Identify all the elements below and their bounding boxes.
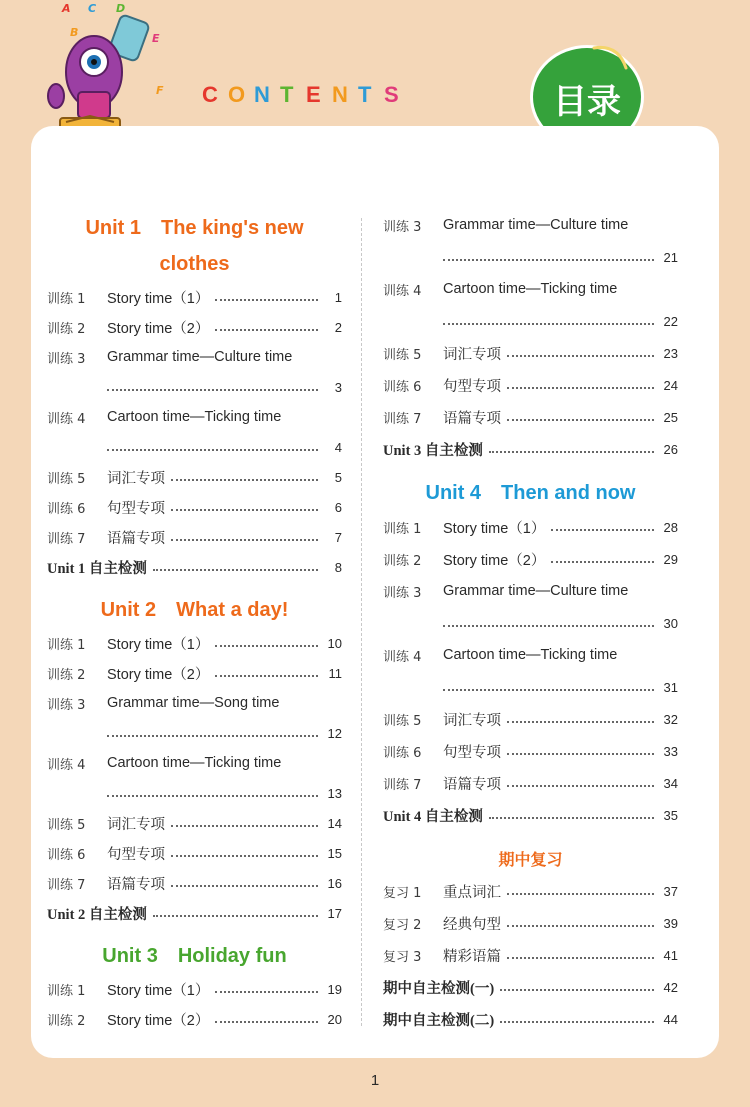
toc-page: 5 bbox=[334, 469, 342, 485]
title-letter-n2: N bbox=[332, 82, 348, 107]
leader-dots bbox=[107, 449, 318, 451]
toc-name: Cartoon time—Ticking time bbox=[107, 755, 282, 771]
toc-entry-unit1-3-page[interactable] bbox=[47, 376, 342, 398]
toc-tag: 训练 1 bbox=[47, 291, 86, 307]
toc-tag: 训练 5 bbox=[47, 817, 86, 833]
toc-entry-unit4-3[interactable] bbox=[383, 580, 678, 602]
toc-entry-unit2-test[interactable] bbox=[47, 902, 342, 924]
title-letter-c: C bbox=[202, 82, 218, 107]
leader-dots bbox=[107, 389, 318, 391]
toc-entry-unit2-5[interactable] bbox=[47, 812, 342, 834]
catalog-badge-label: 目录 bbox=[553, 82, 621, 122]
toc-entry-unit3-1[interactable] bbox=[47, 978, 342, 1000]
toc-page: 26 bbox=[663, 441, 678, 457]
leader-dots bbox=[507, 721, 654, 723]
toc-entry-unit3-7[interactable] bbox=[383, 406, 678, 428]
toc-page: 39 bbox=[663, 915, 678, 931]
toc-page: 44 bbox=[663, 1011, 678, 1027]
toc-tag: 训练 5 bbox=[383, 713, 422, 729]
toc-entry-unit1-test[interactable] bbox=[47, 556, 342, 578]
toc-page: 6 bbox=[334, 499, 342, 515]
toc-page: 15 bbox=[327, 845, 342, 861]
toc-tag: 训练 5 bbox=[47, 471, 86, 487]
toc-entry-unit4-6[interactable] bbox=[383, 740, 678, 762]
toc-entry-unit3-4-page[interactable] bbox=[383, 310, 678, 332]
toc-tag: 训练 3 bbox=[47, 351, 86, 367]
leader-dots bbox=[489, 451, 654, 453]
toc-page: 34 bbox=[663, 775, 678, 791]
toc-page: 10 bbox=[327, 635, 342, 651]
toc-tag: 训练 2 bbox=[47, 321, 86, 337]
leader-dots bbox=[215, 675, 318, 677]
title-letter-o: O bbox=[228, 82, 246, 107]
letter-c: C bbox=[88, 2, 97, 15]
toc-name: Story time（2） bbox=[107, 1012, 210, 1029]
toc-name: 重点词汇 bbox=[443, 884, 501, 901]
toc-name: 期中自主检测(二) bbox=[383, 1012, 495, 1029]
title-letter-t2: T bbox=[358, 82, 372, 107]
title-letter-s: S bbox=[384, 82, 399, 107]
leader-dots bbox=[507, 419, 654, 421]
toc-name: 句型专项 bbox=[443, 744, 501, 761]
toc-page: 42 bbox=[663, 979, 678, 995]
toc-page: 12 bbox=[327, 725, 342, 741]
toc-entry-unit3-3-page[interactable] bbox=[383, 246, 678, 268]
toc-tag: 训练 4 bbox=[383, 283, 422, 299]
toc-name: Cartoon time—Ticking time bbox=[443, 647, 618, 663]
midterm-review-title: 期中复习 bbox=[498, 850, 563, 869]
page-number: 1 bbox=[370, 1072, 380, 1089]
toc-page: 8 bbox=[334, 559, 342, 575]
letter-b: B bbox=[70, 26, 79, 39]
toc-entry-review-1[interactable] bbox=[383, 880, 678, 902]
toc-tag: 训练 6 bbox=[383, 379, 422, 395]
toc-tag: 训练 3 bbox=[383, 219, 422, 235]
toc-name: Story time（1） bbox=[443, 520, 546, 537]
toc-entry-unit4-5[interactable] bbox=[383, 708, 678, 730]
badge-arc-decoration bbox=[590, 42, 630, 72]
toc-page: 35 bbox=[663, 807, 678, 823]
title-letter-e: E bbox=[306, 82, 321, 107]
toc-tag: 训练 1 bbox=[47, 637, 86, 653]
toc-name: 经典句型 bbox=[443, 916, 501, 933]
toc-entry-unit4-4[interactable] bbox=[383, 644, 678, 666]
toc-name: Unit 3 自主检测 bbox=[383, 442, 483, 459]
toc-tag: 复习 1 bbox=[383, 885, 422, 901]
leader-dots bbox=[500, 989, 654, 991]
leader-dots bbox=[443, 323, 654, 325]
leader-dots bbox=[443, 259, 654, 261]
leader-dots bbox=[171, 479, 318, 481]
toc-entry-unit1-4[interactable] bbox=[47, 406, 342, 428]
toc-tag: 训练 7 bbox=[47, 877, 86, 893]
toc-name: Unit 2 自主检测 bbox=[47, 906, 147, 923]
leader-dots bbox=[507, 893, 654, 895]
leader-dots bbox=[215, 1021, 318, 1023]
toc-entry-unit3-5[interactable] bbox=[383, 342, 678, 364]
leader-dots bbox=[215, 299, 318, 301]
toc-name: 句型专项 bbox=[107, 500, 165, 517]
letter-e: E bbox=[152, 32, 160, 45]
toc-entry-unit2-1[interactable] bbox=[47, 632, 342, 654]
toc-entry-unit1-7[interactable] bbox=[47, 526, 342, 548]
contents-title bbox=[202, 82, 410, 108]
letter-a: A bbox=[62, 2, 71, 15]
leader-dots bbox=[153, 915, 318, 917]
toc-name: Cartoon time—Ticking time bbox=[443, 281, 618, 297]
toc-entry-unit4-4-page[interactable] bbox=[383, 676, 678, 698]
toc-entry-unit4-1[interactable] bbox=[383, 516, 678, 538]
toc-page: 1 bbox=[334, 289, 342, 305]
toc-page: 20 bbox=[327, 1011, 342, 1027]
toc-entry-unit4-7[interactable] bbox=[383, 772, 678, 794]
toc-page: 29 bbox=[663, 551, 678, 567]
toc-page: 33 bbox=[663, 743, 678, 759]
toc-page: 30 bbox=[663, 615, 678, 631]
toc-tag: 训练 1 bbox=[47, 983, 86, 999]
toc-entry-unit1-4-page[interactable] bbox=[47, 436, 342, 458]
toc-page: 3 bbox=[334, 379, 342, 395]
toc-tag: 训练 6 bbox=[47, 847, 86, 863]
toc-tag: 训练 3 bbox=[383, 585, 422, 601]
leader-dots bbox=[507, 925, 654, 927]
leader-dots bbox=[489, 817, 654, 819]
column-divider bbox=[361, 218, 362, 1026]
toc-page: 16 bbox=[327, 875, 342, 891]
unit3-title: Unit 3 Holiday fun bbox=[102, 945, 287, 967]
leader-dots bbox=[507, 387, 654, 389]
toc-tag: 复习 3 bbox=[383, 949, 422, 965]
unit1-title-line1: Unit 1 The king's new bbox=[85, 217, 304, 239]
leader-dots bbox=[443, 689, 654, 691]
leader-dots bbox=[507, 355, 654, 357]
toc-entry-unit3-2[interactable] bbox=[47, 1008, 342, 1030]
leader-dots bbox=[153, 569, 318, 571]
toc-entry-unit2-4-page[interactable] bbox=[47, 782, 342, 804]
toc-page: 2 bbox=[334, 319, 342, 335]
toc-page: 41 bbox=[663, 947, 678, 963]
toc-page: 13 bbox=[327, 785, 342, 801]
toc-tag: 训练 4 bbox=[47, 757, 86, 773]
toc-entry-unit1-6[interactable] bbox=[47, 496, 342, 518]
toc-name: 词汇专项 bbox=[107, 816, 165, 833]
toc-tag: 训练 4 bbox=[383, 649, 422, 665]
unit1-title-line2: clothes bbox=[159, 253, 230, 275]
leader-dots bbox=[507, 957, 654, 959]
toc-entry-midterm-test-1[interactable] bbox=[383, 976, 678, 998]
toc-entry-review-3[interactable] bbox=[383, 944, 678, 966]
toc-tag: 训练 5 bbox=[383, 347, 422, 363]
toc-page: 25 bbox=[663, 409, 678, 425]
toc-page: 32 bbox=[663, 711, 678, 727]
toc-entry-unit1-2[interactable] bbox=[47, 316, 342, 338]
toc-entry-unit4-test[interactable] bbox=[383, 804, 678, 826]
toc-name: Story time（1） bbox=[107, 290, 210, 307]
toc-entry-unit4-3-page[interactable] bbox=[383, 612, 678, 634]
toc-page: 17 bbox=[327, 905, 342, 921]
leader-dots bbox=[171, 825, 318, 827]
leader-dots bbox=[215, 645, 318, 647]
toc-page: 31 bbox=[663, 679, 678, 695]
letter-d: D bbox=[116, 2, 126, 15]
toc-tag: 训练 2 bbox=[47, 667, 86, 683]
leader-dots bbox=[551, 561, 654, 563]
toc-tag: 训练 1 bbox=[383, 521, 422, 537]
toc-page: 4 bbox=[334, 439, 342, 455]
toc-page: 28 bbox=[663, 519, 678, 535]
toc-name: 词汇专项 bbox=[443, 712, 501, 729]
unit2-title: Unit 2 What a day! bbox=[100, 599, 289, 621]
toc-page: 14 bbox=[327, 815, 342, 831]
toc-name: Story time（1） bbox=[107, 636, 210, 653]
leader-dots bbox=[507, 785, 654, 787]
toc-entry-unit2-3[interactable] bbox=[47, 692, 342, 714]
toc-name: Unit 4 自主检测 bbox=[383, 808, 483, 825]
leader-dots bbox=[171, 885, 318, 887]
leader-dots bbox=[551, 529, 654, 531]
toc-name: Story time（2） bbox=[443, 552, 546, 569]
leader-dots bbox=[171, 509, 318, 511]
toc-name: Grammar time—Culture time bbox=[107, 349, 293, 365]
toc-entry-unit2-7[interactable] bbox=[47, 872, 342, 894]
toc-page: 7 bbox=[334, 529, 342, 545]
toc-entry-unit2-2[interactable] bbox=[47, 662, 342, 684]
leader-dots bbox=[443, 625, 654, 627]
toc-entry-review-2[interactable] bbox=[383, 912, 678, 934]
toc-tag: 训练 7 bbox=[383, 411, 422, 427]
title-letter-t: T bbox=[280, 82, 294, 107]
unit4-title: Unit 4 Then and now bbox=[425, 482, 636, 504]
toc-name: Story time（2） bbox=[107, 666, 210, 683]
leader-dots bbox=[171, 855, 318, 857]
toc-page: 22 bbox=[663, 313, 678, 329]
toc-tag: 训练 3 bbox=[47, 697, 86, 713]
toc-tag: 复习 2 bbox=[383, 917, 422, 933]
toc-entry-unit2-3-page[interactable] bbox=[47, 722, 342, 744]
toc-page: 37 bbox=[663, 883, 678, 899]
toc-entry-midterm-test-2[interactable] bbox=[383, 1008, 678, 1030]
toc-name: 精彩语篇 bbox=[443, 948, 501, 965]
leader-dots bbox=[171, 539, 318, 541]
toc-name: 词汇专项 bbox=[443, 346, 501, 363]
toc-name: 句型专项 bbox=[443, 378, 501, 395]
toc-name: 句型专项 bbox=[107, 846, 165, 863]
toc-entry-unit2-6[interactable] bbox=[47, 842, 342, 864]
toc-tag: 训练 6 bbox=[383, 745, 422, 761]
toc-name: Grammar time—Culture time bbox=[443, 217, 629, 233]
toc-name: Grammar time—Culture time bbox=[443, 583, 629, 599]
toc-entry-unit3-4[interactable] bbox=[383, 278, 678, 300]
toc-page: 23 bbox=[663, 345, 678, 361]
toc-tag: 训练 7 bbox=[383, 777, 422, 793]
leader-dots bbox=[507, 753, 654, 755]
toc-tag: 训练 2 bbox=[47, 1013, 86, 1029]
toc-tag: 训练 6 bbox=[47, 501, 86, 517]
toc-name: 词汇专项 bbox=[107, 470, 165, 487]
toc-name: 语篇专项 bbox=[443, 776, 501, 793]
toc-name: 语篇专项 bbox=[107, 530, 165, 547]
toc-tag: 训练 7 bbox=[47, 531, 86, 547]
toc-name: Story time（1） bbox=[107, 982, 210, 999]
toc-name: Unit 1 自主检测 bbox=[47, 560, 147, 577]
toc-tag: 训练 2 bbox=[383, 553, 422, 569]
toc-tag: 训练 4 bbox=[47, 411, 86, 427]
leader-dots bbox=[107, 795, 318, 797]
toc-name: 期中自主检测(一) bbox=[383, 980, 495, 997]
toc-page: 11 bbox=[328, 665, 342, 681]
toc-name: Grammar time—Song time bbox=[107, 695, 280, 711]
toc-name: Cartoon time—Ticking time bbox=[107, 409, 282, 425]
toc-name: Story time（2） bbox=[107, 320, 210, 337]
toc-entry-unit1-1[interactable] bbox=[47, 286, 342, 308]
toc-entry-unit3-6[interactable] bbox=[383, 374, 678, 396]
toc-entry-unit1-3[interactable] bbox=[47, 346, 342, 368]
toc-name: 语篇专项 bbox=[443, 410, 501, 427]
toc-page: 21 bbox=[663, 249, 678, 265]
toc-page: 19 bbox=[327, 981, 342, 997]
toc-entry-unit3-3[interactable] bbox=[383, 214, 678, 236]
toc-entry-unit1-5[interactable] bbox=[47, 466, 342, 488]
leader-dots bbox=[215, 991, 318, 993]
toc-name: 语篇专项 bbox=[107, 876, 165, 893]
toc-entry-unit2-4[interactable] bbox=[47, 752, 342, 774]
toc-entry-unit3-test[interactable] bbox=[383, 438, 678, 460]
leader-dots bbox=[215, 329, 318, 331]
toc-page: 24 bbox=[663, 377, 678, 393]
title-letter-n: N bbox=[254, 82, 270, 107]
leader-dots bbox=[500, 1021, 654, 1023]
letter-f: F bbox=[156, 84, 164, 97]
toc-entry-unit4-2[interactable] bbox=[383, 548, 678, 570]
leader-dots bbox=[107, 735, 318, 737]
